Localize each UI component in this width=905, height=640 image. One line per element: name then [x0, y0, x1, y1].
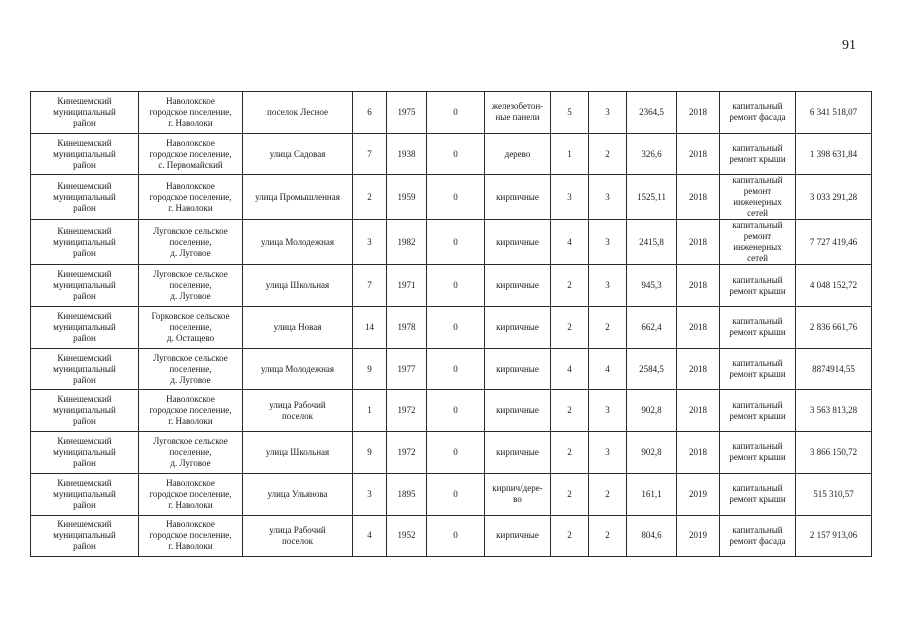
street-cell: улица Рабочий поселок — [243, 515, 353, 557]
wear-percent-cell: 0 — [427, 473, 485, 515]
settlement-cell: Луговское сельское поселение, д. Луговое — [139, 220, 243, 265]
wear-percent-cell: 0 — [427, 515, 485, 557]
area-cell: 804,6 — [627, 515, 677, 557]
district-cell: Кинешемский муниципальный район — [31, 390, 139, 432]
floors-cell: 3 — [551, 175, 589, 220]
street-cell: улица Промышленная — [243, 175, 353, 220]
table-row — [31, 473, 872, 515]
area-cell: 2364,5 — [627, 92, 677, 134]
wear-percent-cell: 0 — [427, 265, 485, 307]
repair-year-cell: 2018 — [677, 220, 720, 265]
wall-material-cell: кирпичные — [485, 265, 551, 307]
settlement-cell: Наволокское городское поселение, г. Наволоки — [139, 175, 243, 220]
cost-cell: 3 866 150,72 — [796, 432, 872, 474]
house-number-cell: 1 — [353, 390, 387, 432]
area-cell: 902,8 — [627, 390, 677, 432]
district-cell: Кинешемский муниципальный район — [31, 432, 139, 474]
repair-type-cell: капитальный ремонт крыши — [720, 348, 796, 390]
floors-cell: 2 — [551, 432, 589, 474]
table-row — [31, 307, 872, 349]
area-cell: 1525,11 — [627, 175, 677, 220]
entrances-cell: 3 — [589, 220, 627, 265]
repair-type-cell: капитальный ремонт крыши — [720, 133, 796, 175]
cost-cell: 3 563 813,28 — [796, 390, 872, 432]
house-number-cell: 14 — [353, 307, 387, 349]
street-cell: улица Рабочий поселок — [243, 390, 353, 432]
repair-year-cell: 2018 — [677, 390, 720, 432]
area-cell: 945,3 — [627, 265, 677, 307]
repair-type-cell: капитальный ремонт крыши — [720, 473, 796, 515]
year-built-cell: 1938 — [387, 133, 427, 175]
year-built-cell: 1978 — [387, 307, 427, 349]
cost-cell: 3 033 291,28 — [796, 175, 872, 220]
floors-cell: 4 — [551, 220, 589, 265]
cost-cell: 8874914,55 — [796, 348, 872, 390]
street-cell: улица Новая — [243, 307, 353, 349]
district-cell: Кинешемский муниципальный район — [31, 515, 139, 557]
repair-type-cell: капитальный ремонт инженерных сетей — [720, 220, 796, 265]
wear-percent-cell: 0 — [427, 175, 485, 220]
settlement-cell: Наволокское городское поселение, г. Наволоки — [139, 515, 243, 557]
wall-material-cell: кирпич/дере- во — [485, 473, 551, 515]
cost-cell: 2 836 661,76 — [796, 307, 872, 349]
district-cell: Кинешемский муниципальный район — [31, 473, 139, 515]
area-cell: 2584,5 — [627, 348, 677, 390]
entrances-cell: 3 — [589, 92, 627, 134]
wear-percent-cell: 0 — [427, 432, 485, 474]
floors-cell: 2 — [551, 515, 589, 557]
district-cell: Кинешемский муниципальный район — [31, 92, 139, 134]
wall-material-cell: дерево — [485, 133, 551, 175]
entrances-cell: 3 — [589, 265, 627, 307]
repair-year-cell: 2018 — [677, 133, 720, 175]
wall-material-cell: кирпичные — [485, 348, 551, 390]
floors-cell: 2 — [551, 473, 589, 515]
entrances-cell: 3 — [589, 432, 627, 474]
year-built-cell: 1972 — [387, 390, 427, 432]
wall-material-cell: кирпичные — [485, 515, 551, 557]
wall-material-cell: кирпичные — [485, 390, 551, 432]
table-row — [31, 515, 872, 557]
floors-cell: 4 — [551, 348, 589, 390]
house-number-cell: 6 — [353, 92, 387, 134]
table-row — [31, 175, 872, 220]
page-number: 91 — [842, 38, 856, 53]
year-built-cell: 1959 — [387, 175, 427, 220]
settlement-cell: Луговское сельское поселение, д. Луговое — [139, 348, 243, 390]
housing-repair-table — [30, 91, 872, 557]
district-cell: Кинешемский муниципальный район — [31, 175, 139, 220]
house-number-cell: 9 — [353, 432, 387, 474]
district-cell: Кинешемский муниципальный район — [31, 265, 139, 307]
repair-type-cell: капитальный ремонт инженерных сетей — [720, 175, 796, 220]
entrances-cell: 2 — [589, 515, 627, 557]
district-cell: Кинешемский муниципальный район — [31, 348, 139, 390]
repair-type-cell: капитальный ремонт крыши — [720, 307, 796, 349]
table-row — [31, 390, 872, 432]
repair-year-cell: 2019 — [677, 515, 720, 557]
area-cell: 2415,8 — [627, 220, 677, 265]
settlement-cell: Горковское сельское поселение, д. Остащево — [139, 307, 243, 349]
area-cell: 902,8 — [627, 432, 677, 474]
house-number-cell: 4 — [353, 515, 387, 557]
wear-percent-cell: 0 — [427, 348, 485, 390]
wear-percent-cell: 0 — [427, 92, 485, 134]
cost-cell: 2 157 913,06 — [796, 515, 872, 557]
year-built-cell: 1982 — [387, 220, 427, 265]
cost-cell: 515 310,57 — [796, 473, 872, 515]
table-row — [31, 348, 872, 390]
street-cell: улица Садовая — [243, 133, 353, 175]
entrances-cell: 2 — [589, 307, 627, 349]
repair-year-cell: 2018 — [677, 92, 720, 134]
wall-material-cell: кирпичные — [485, 220, 551, 265]
entrances-cell: 3 — [589, 175, 627, 220]
year-built-cell: 1977 — [387, 348, 427, 390]
street-cell: улица Ульянова — [243, 473, 353, 515]
wall-material-cell: кирпичные — [485, 307, 551, 349]
cost-cell: 1 398 631,84 — [796, 133, 872, 175]
repair-year-cell: 2018 — [677, 175, 720, 220]
repair-type-cell: капитальный ремонт крыши — [720, 265, 796, 307]
wear-percent-cell: 0 — [427, 307, 485, 349]
year-built-cell: 1972 — [387, 432, 427, 474]
repair-year-cell: 2018 — [677, 348, 720, 390]
repair-year-cell: 2018 — [677, 432, 720, 474]
repair-type-cell: капитальный ремонт фасада — [720, 92, 796, 134]
area-cell: 326,6 — [627, 133, 677, 175]
area-cell: 662,4 — [627, 307, 677, 349]
table-row — [31, 133, 872, 175]
street-cell: улица Школьная — [243, 265, 353, 307]
repair-type-cell: капитальный ремонт крыши — [720, 432, 796, 474]
settlement-cell: Наволокское городское поселение, с. Первомайский — [139, 133, 243, 175]
street-cell: улица Молодежная — [243, 348, 353, 390]
wear-percent-cell: 0 — [427, 220, 485, 265]
entrances-cell: 4 — [589, 348, 627, 390]
wall-material-cell: железобетон- ные панели — [485, 92, 551, 134]
wall-material-cell: кирпичные — [485, 432, 551, 474]
year-built-cell: 1975 — [387, 92, 427, 134]
cost-cell: 4 048 152,72 — [796, 265, 872, 307]
table-row — [31, 265, 872, 307]
district-cell: Кинешемский муниципальный район — [31, 307, 139, 349]
street-cell: улица Молодежная — [243, 220, 353, 265]
year-built-cell: 1895 — [387, 473, 427, 515]
wall-material-cell: кирпичные — [485, 175, 551, 220]
table-row — [31, 92, 872, 134]
repair-year-cell: 2019 — [677, 473, 720, 515]
floors-cell: 2 — [551, 265, 589, 307]
table-row — [31, 432, 872, 474]
district-cell: Кинешемский муниципальный район — [31, 133, 139, 175]
cost-cell: 7 727 419,46 — [796, 220, 872, 265]
house-number-cell: 7 — [353, 133, 387, 175]
house-number-cell: 7 — [353, 265, 387, 307]
cost-cell: 6 341 518,07 — [796, 92, 872, 134]
street-cell: поселок Лесное — [243, 92, 353, 134]
house-number-cell: 3 — [353, 220, 387, 265]
floors-cell: 5 — [551, 92, 589, 134]
entrances-cell: 2 — [589, 133, 627, 175]
entrances-cell: 2 — [589, 473, 627, 515]
year-built-cell: 1952 — [387, 515, 427, 557]
house-number-cell: 2 — [353, 175, 387, 220]
table-body — [31, 92, 872, 557]
wear-percent-cell: 0 — [427, 133, 485, 175]
house-number-cell: 3 — [353, 473, 387, 515]
repair-year-cell: 2018 — [677, 307, 720, 349]
settlement-cell: Наволокское городское поселение, г. Наволоки — [139, 473, 243, 515]
table-row — [31, 220, 872, 265]
floors-cell: 1 — [551, 133, 589, 175]
district-cell: Кинешемский муниципальный район — [31, 220, 139, 265]
area-cell: 161,1 — [627, 473, 677, 515]
settlement-cell: Наволокское городское поселение, г. Наволоки — [139, 390, 243, 432]
house-number-cell: 9 — [353, 348, 387, 390]
year-built-cell: 1971 — [387, 265, 427, 307]
street-cell: улица Школьная — [243, 432, 353, 474]
wear-percent-cell: 0 — [427, 390, 485, 432]
settlement-cell: Наволокское городское поселение, г. Наволоки — [139, 92, 243, 134]
settlement-cell: Луговское сельское поселение, д. Луговое — [139, 265, 243, 307]
repair-type-cell: капитальный ремонт крыши — [720, 390, 796, 432]
entrances-cell: 3 — [589, 390, 627, 432]
floors-cell: 2 — [551, 307, 589, 349]
repair-type-cell: капитальный ремонт фасада — [720, 515, 796, 557]
repair-year-cell: 2018 — [677, 265, 720, 307]
floors-cell: 2 — [551, 390, 589, 432]
settlement-cell: Луговское сельское поселение, д. Луговое — [139, 432, 243, 474]
